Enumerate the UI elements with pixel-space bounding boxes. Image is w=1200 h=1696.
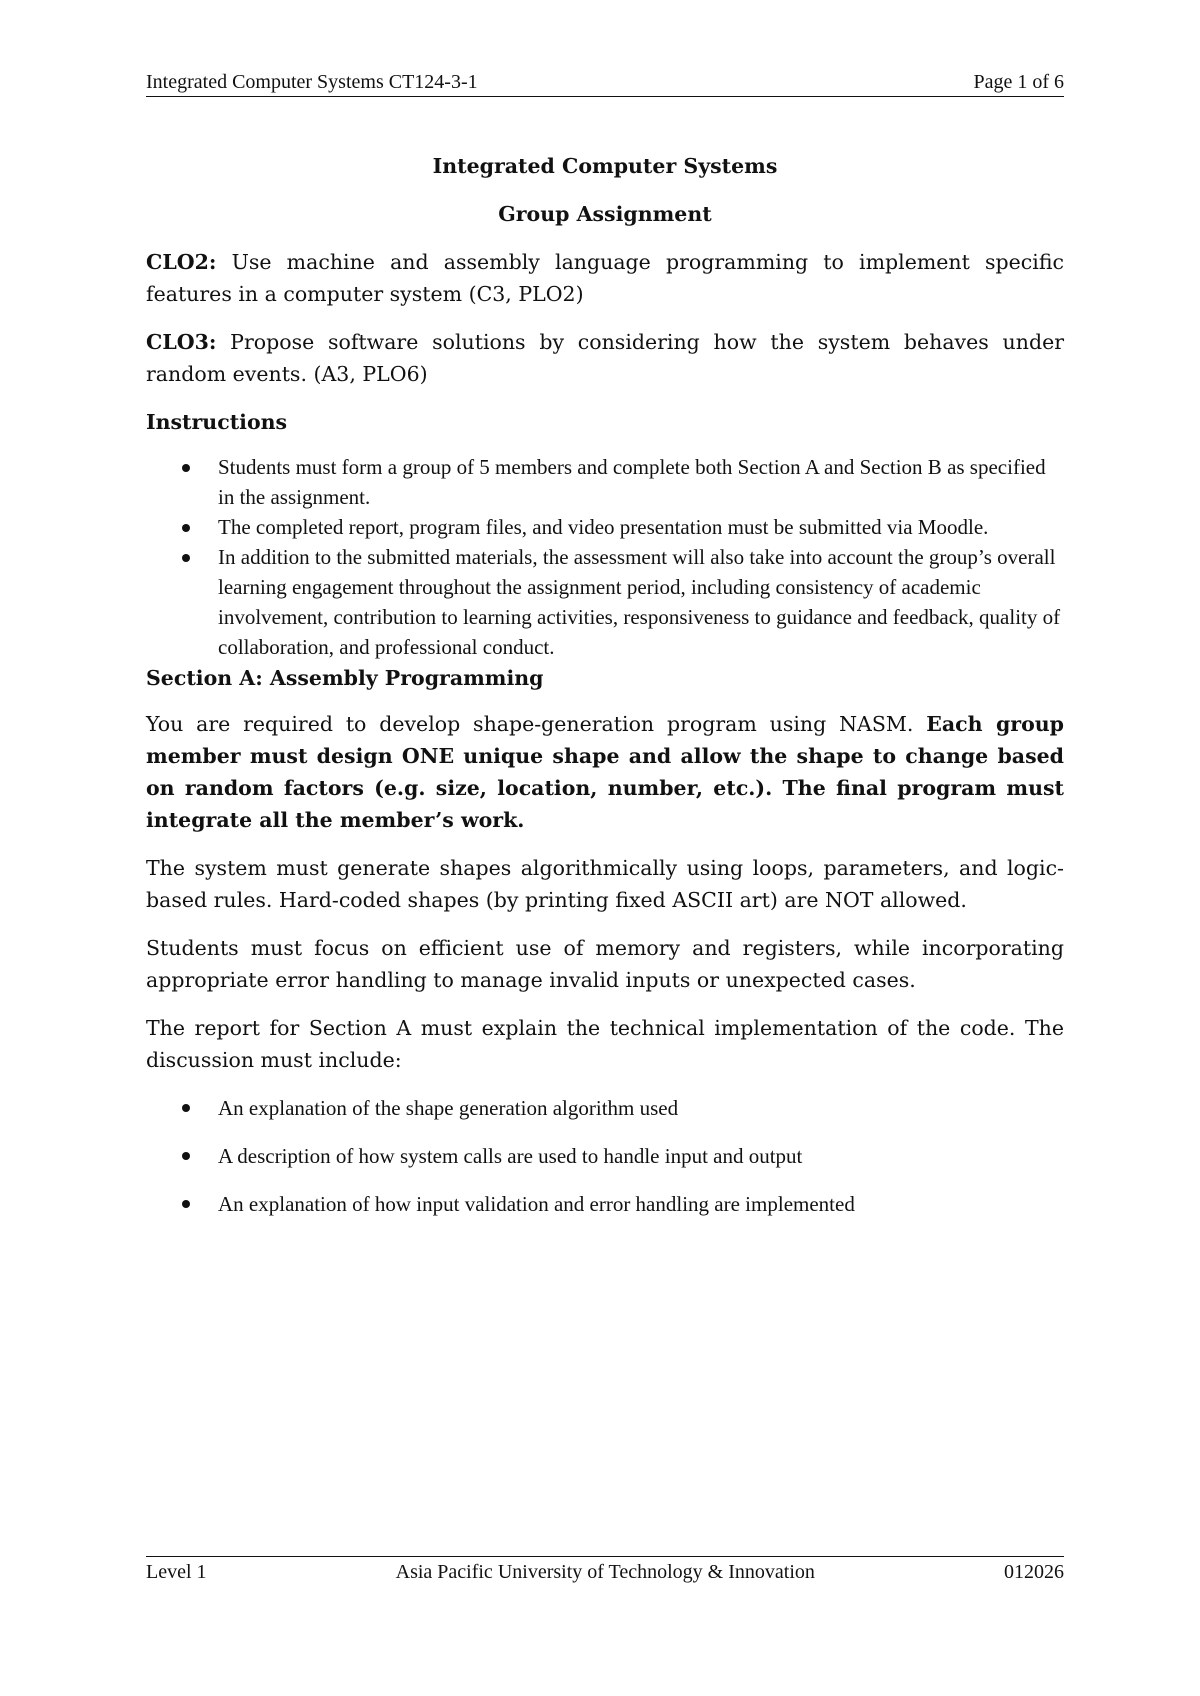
list-item-text: A description of how system calls are used to handle input and output — [218, 1144, 803, 1168]
list-item — [146, 452, 1064, 512]
bullet-icon — [182, 1104, 190, 1112]
bullet-icon — [182, 464, 190, 472]
footer-institution: Asia Pacific University of Technology & Innovation — [395, 1561, 815, 1583]
list-item — [146, 542, 1064, 662]
bullet-icon — [182, 554, 190, 562]
instructions-heading: Instructions — [146, 410, 288, 434]
document-title: Integrated Computer Systems — [432, 154, 778, 178]
list-item-text: An explanation of how input validation and error handling are implemented — [218, 1192, 855, 1216]
clo3-label: CLO3: — [146, 330, 217, 354]
section-a-intro-plain: You are required to develop shape-generation program using NASM. — [146, 712, 927, 736]
bullet-icon — [182, 524, 190, 532]
clo3-paragraph — [146, 326, 1064, 390]
clo3-text: Propose software solutions by considering how the system behaves under random events. (A3, PLO6) — [146, 330, 1064, 386]
list-item — [146, 512, 1064, 542]
footer-code: 012026 — [1003, 1561, 1064, 1583]
header-page-number: Page 1 of 6 — [973, 71, 1064, 93]
section-a-paragraph-2: The system must generate shapes algorithmically using loops, parameters, and logic-based rules. Hard-coded shapes (by printing fixed ASCII art) are NOT allowed. — [146, 856, 1064, 912]
clo2-text: Use machine and assembly language programming to implement specific features in a computer system (C3, PLO2) — [146, 250, 1064, 306]
list-item — [146, 1140, 1064, 1172]
clo2-paragraph — [146, 246, 1064, 310]
document-body — [146, 150, 1064, 1236]
bullet-icon — [182, 1200, 190, 1208]
section-a-paragraph-4: The report for Section A must explain the technical implementation of the code. The discussion must include: — [146, 1016, 1064, 1072]
header-course: Integrated Computer Systems CT124-3-1 — [146, 71, 478, 93]
section-a-intro-bold: Each group member must design ONE unique shape and allow the shape to change based on random factors (e.g. size, location, number, etc.). The final program must integrate all the member’s work. — [146, 712, 1064, 832]
instructions-list — [146, 452, 1064, 662]
section-a-paragraph-3: Students must focus on efficient use of memory and registers, while incorporating appropriate error handling to manage invalid inputs or unexpected cases. — [146, 936, 1064, 992]
footer-level: Level 1 — [146, 1561, 207, 1583]
list-item — [146, 1188, 1064, 1220]
section-a-heading: Section A: Assembly Programming — [146, 666, 544, 690]
section-a-intro — [146, 708, 1064, 836]
list-item-text: In addition to the submitted materials, the assessment will also take into account the group’s overall learning engagement throughout the assignment period, including consistency of academic involvement, contribution to learning activities, responsiveness to guidance and feedback, quality of collaboration, and professional conduct. — [218, 545, 1061, 659]
list-item — [146, 1092, 1064, 1124]
bullet-icon — [182, 1152, 190, 1160]
clo2-label: CLO2: — [146, 250, 217, 274]
list-item-text: Students must form a group of 5 members and complete both Section A and Section B as specified in the assignment. — [218, 455, 1046, 509]
running-header — [146, 70, 1064, 97]
list-item-text: The completed report, program files, and video presentation must be submitted via Moodle. — [218, 515, 989, 539]
document-subtitle: Group Assignment — [498, 202, 712, 226]
list-item-text: An explanation of the shape generation algorithm used — [218, 1096, 679, 1120]
discussion-list — [146, 1092, 1064, 1220]
running-footer — [146, 1556, 1064, 1584]
